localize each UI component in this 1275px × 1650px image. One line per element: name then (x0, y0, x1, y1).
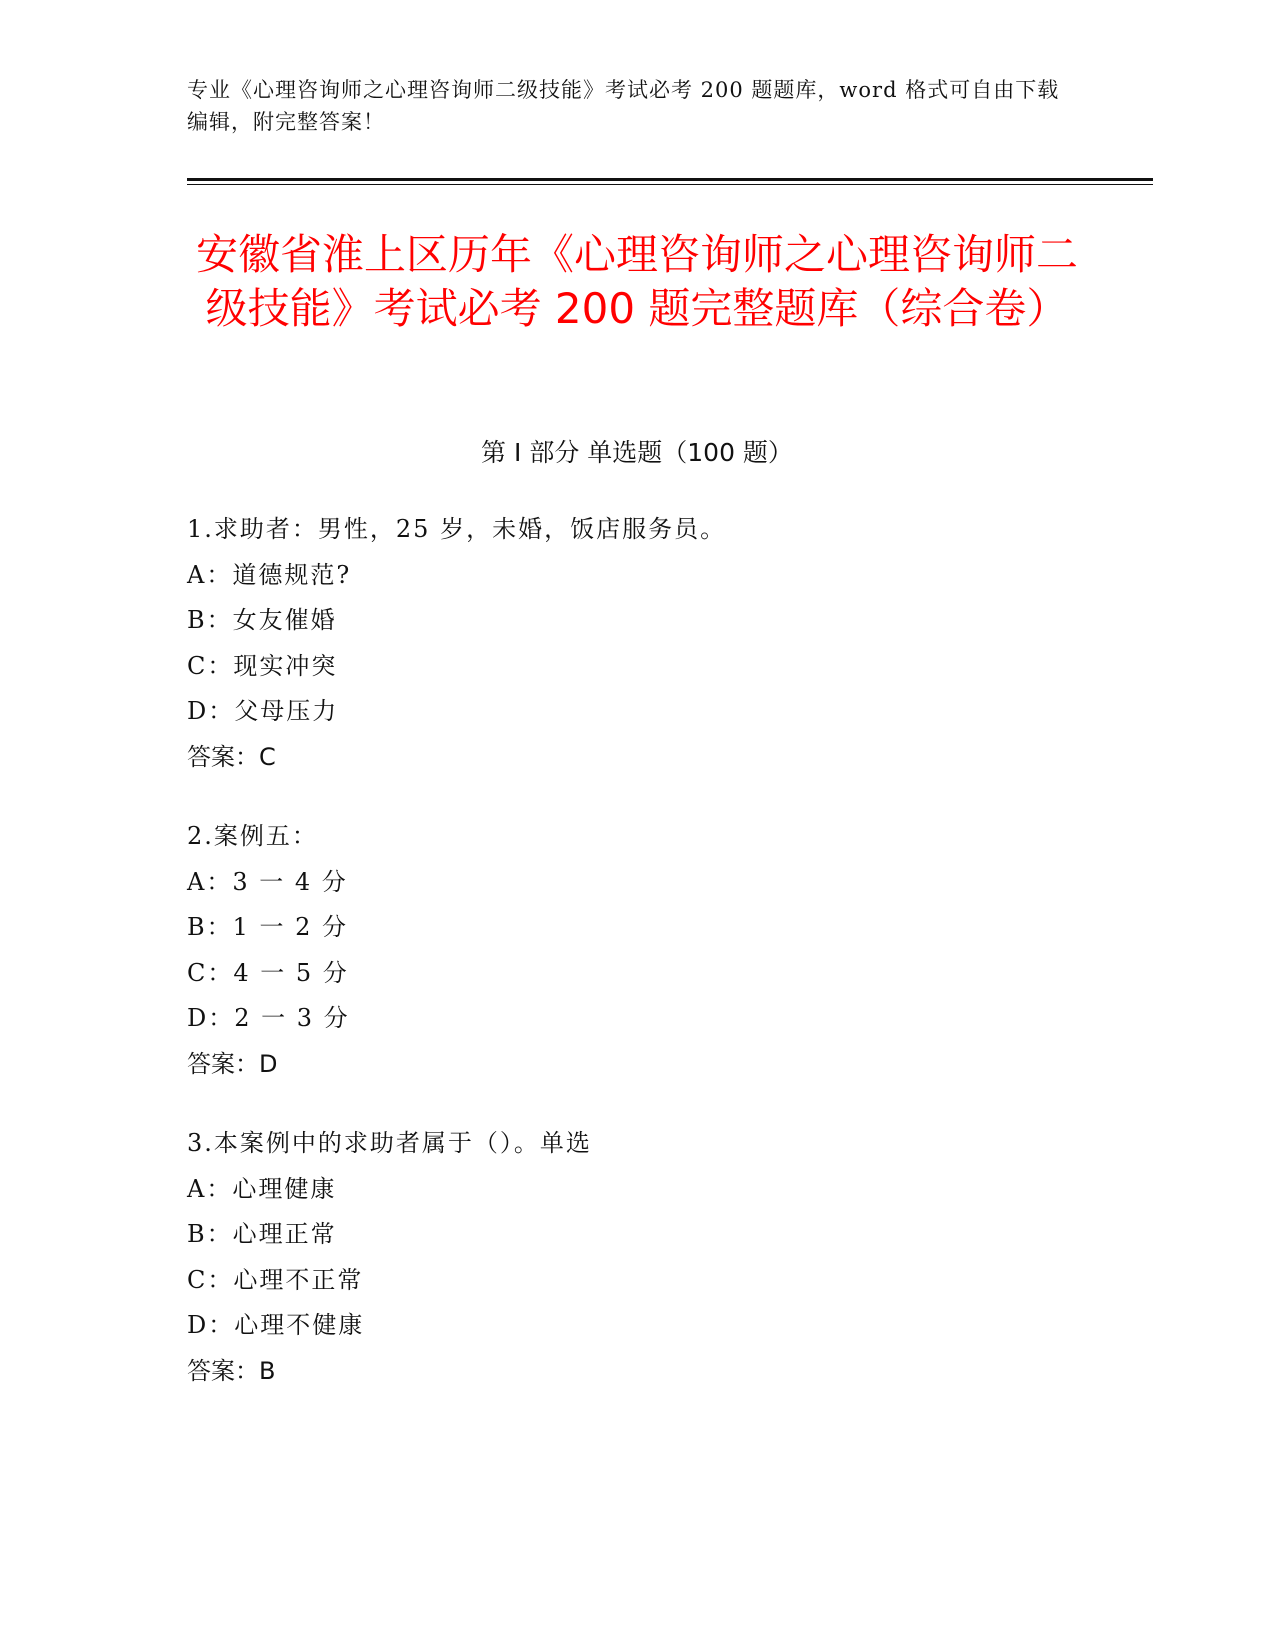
answer: 答案：C (187, 742, 276, 771)
document-title: 安徽省淮上区历年《心理咨询师之心理咨询师二级技能》考试必考 200 题完整题库（综合卷） (195, 230, 1078, 333)
answer: 答案：D (187, 1049, 278, 1078)
option-a: A：道德规范? (187, 560, 352, 589)
option-a: A：心理健康 (187, 1174, 337, 1203)
question-stem: 1.求助者：男性，25 岁，未婚，饭店服务员。 (187, 515, 727, 543)
option-a: A：3 一 4 分 (187, 867, 348, 896)
option-d: D：父母压力 (187, 697, 339, 725)
question-stem: 3.本案例中的求助者属于（）。单选 (187, 1129, 592, 1157)
option-b: B：1 一 2 分 (187, 913, 349, 941)
header-divider-thin (187, 184, 1153, 185)
option-d: D：心理不健康 (187, 1311, 365, 1339)
option-b: B：心理正常 (187, 1220, 337, 1248)
option-b: B：女友催婚 (187, 606, 337, 634)
answer: 答案：B (187, 1356, 276, 1385)
option-c: C：现实冲突 (187, 651, 338, 680)
question-1 (187, 507, 1087, 780)
option-c: C：4 一 5 分 (187, 958, 349, 987)
option-c: C：心理不正常 (187, 1265, 364, 1294)
header-divider-thick (187, 178, 1153, 181)
question-stem: 2.案例五： (187, 822, 318, 850)
header-note: 专业《心理咨询师之心理咨询师二级技能》考试必考 200 题题库，word 格式可自由下载编辑，附完整答案！ (187, 78, 1060, 134)
option-d: D：2 一 3 分 (187, 1004, 350, 1032)
section-title: 第 I 部分 单选题（100 题） (481, 438, 793, 467)
question-3 (187, 1121, 1087, 1394)
question-2 (187, 814, 1087, 1087)
